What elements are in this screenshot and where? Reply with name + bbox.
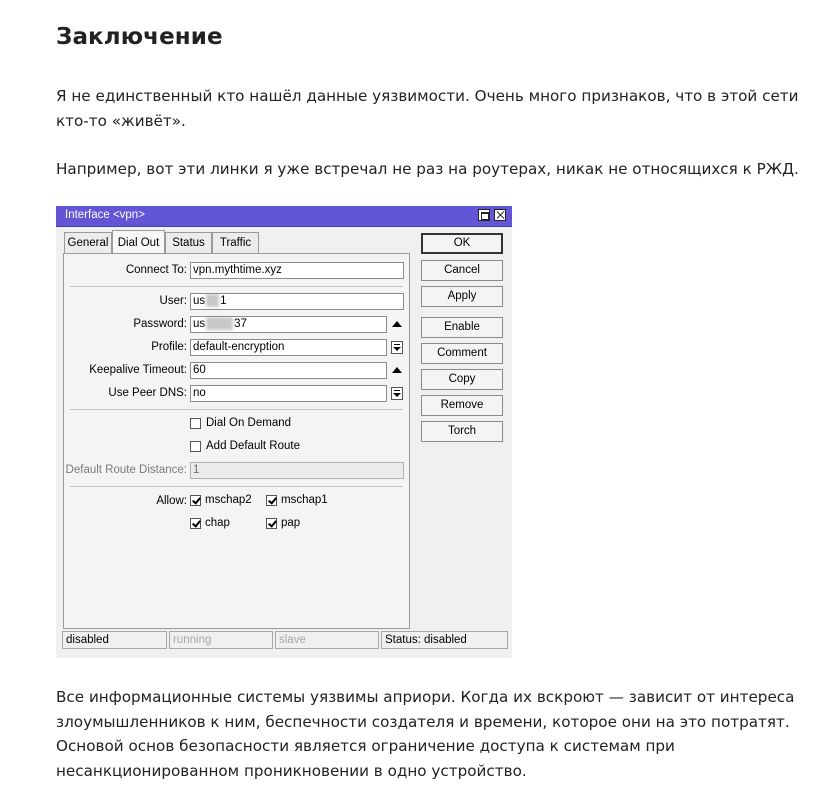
dropdown-arrow-icon[interactable]	[391, 341, 403, 354]
remove-button[interactable]: Remove	[421, 395, 503, 416]
winbox-screenshot	[56, 206, 512, 658]
dial-on-demand-row	[64, 416, 409, 434]
mschap1-label: mschap1	[281, 494, 328, 506]
profile-row	[64, 339, 409, 357]
tab-general[interactable]: General	[64, 232, 112, 253]
mschap1-checkbox[interactable]	[266, 495, 277, 506]
status-running: running	[169, 631, 273, 649]
torch-button[interactable]: Torch	[421, 421, 503, 442]
copy-button[interactable]: Copy	[421, 369, 503, 390]
paragraph-1: Я не единственный кто нашёл данные уязвимости. Очень много признаков, что в этой сети кто-то «живёт».	[56, 87, 799, 130]
window-titlebar	[56, 206, 512, 227]
profile-select[interactable]: default-encryption	[190, 339, 387, 356]
tab-traffic[interactable]: Traffic	[212, 232, 259, 253]
maximize-icon[interactable]	[478, 209, 490, 221]
allow-row-2	[64, 516, 409, 534]
ok-button[interactable]: OK	[421, 233, 503, 254]
divider	[70, 286, 403, 287]
status-disabled: disabled	[62, 631, 167, 649]
keepalive-label: Keepalive Timeout:	[89, 364, 187, 376]
add-default-route-checkbox[interactable]	[190, 441, 201, 452]
collapse-arrow-icon[interactable]	[392, 321, 402, 327]
add-default-route-row	[64, 439, 409, 457]
route-distance-input: 1	[190, 462, 404, 479]
redacted-blur	[206, 317, 233, 330]
connect-to-input[interactable]: vpn.mythtime.xyz	[190, 262, 404, 279]
pap-checkbox[interactable]	[266, 518, 277, 529]
status-text: Status: disabled	[381, 631, 508, 649]
close-icon[interactable]	[494, 209, 506, 221]
route-distance-row	[64, 462, 409, 480]
chap-checkbox[interactable]	[190, 518, 201, 529]
route-distance-label: Default Route Distance:	[65, 464, 187, 476]
enable-button[interactable]: Enable	[421, 317, 503, 338]
redacted-blur	[206, 294, 219, 307]
pap-label: pap	[281, 517, 301, 529]
window-title: Interface <vpn>	[65, 209, 145, 221]
user-row	[64, 293, 409, 311]
tab-status[interactable]: Status	[165, 232, 212, 253]
chap-label: chap	[205, 517, 230, 529]
section-heading: Заключение	[56, 24, 223, 50]
comment-button[interactable]: Comment	[421, 343, 503, 364]
dial-out-panel	[63, 253, 410, 629]
password-value-end: 37	[234, 318, 247, 330]
keepalive-row	[64, 362, 409, 380]
user-value-start: us	[193, 295, 206, 307]
collapse-arrow-icon[interactable]	[392, 367, 402, 373]
profile-label: Profile:	[151, 341, 187, 353]
password-label: Password:	[133, 318, 187, 330]
allow-label: Allow:	[156, 495, 187, 507]
dropdown-arrow-icon[interactable]	[391, 387, 403, 400]
password-row	[64, 316, 409, 334]
peer-dns-select[interactable]: no	[190, 385, 387, 402]
dial-on-demand-label: Dial On Demand	[206, 417, 292, 429]
paragraph-3: Все информационные системы уязвимы априори. Когда их вскроют — зависит от интереса злоумышленников к ним, беспечности создателя и времени, которое они на это потратят. Основой основ безопасности является ограничение доступа к системам при несанкционированном проникновении в одно устройство.	[56, 688, 795, 780]
apply-button[interactable]: Apply	[421, 286, 503, 307]
user-value-end: 1	[220, 295, 227, 307]
tab-dial-out[interactable]: Dial Out	[112, 230, 165, 253]
status-slave: slave	[275, 631, 379, 649]
status-bar	[62, 631, 508, 649]
connect-to-label: Connect To:	[125, 264, 187, 276]
user-input[interactable]	[190, 293, 404, 310]
dial-on-demand-checkbox[interactable]	[190, 418, 201, 429]
cancel-button[interactable]: Cancel	[421, 260, 503, 281]
password-input[interactable]	[190, 316, 387, 333]
mschap2-label: mschap2	[205, 494, 252, 506]
paragraph-2: Например, вот эти линки я уже встречал не раз на роутерах, никак не относящихся к РЖД.	[56, 160, 799, 178]
peer-dns-row	[64, 385, 409, 403]
mschap2-checkbox[interactable]	[190, 495, 201, 506]
user-label: User:	[159, 295, 187, 307]
peer-dns-label: Use Peer DNS:	[108, 387, 187, 399]
divider	[70, 486, 403, 487]
divider	[70, 409, 403, 410]
connect-to-row	[64, 262, 409, 280]
allow-row-1	[64, 493, 409, 511]
keepalive-input[interactable]: 60	[190, 362, 387, 379]
password-value-start: us	[193, 318, 206, 330]
add-default-route-label: Add Default Route	[206, 440, 300, 452]
